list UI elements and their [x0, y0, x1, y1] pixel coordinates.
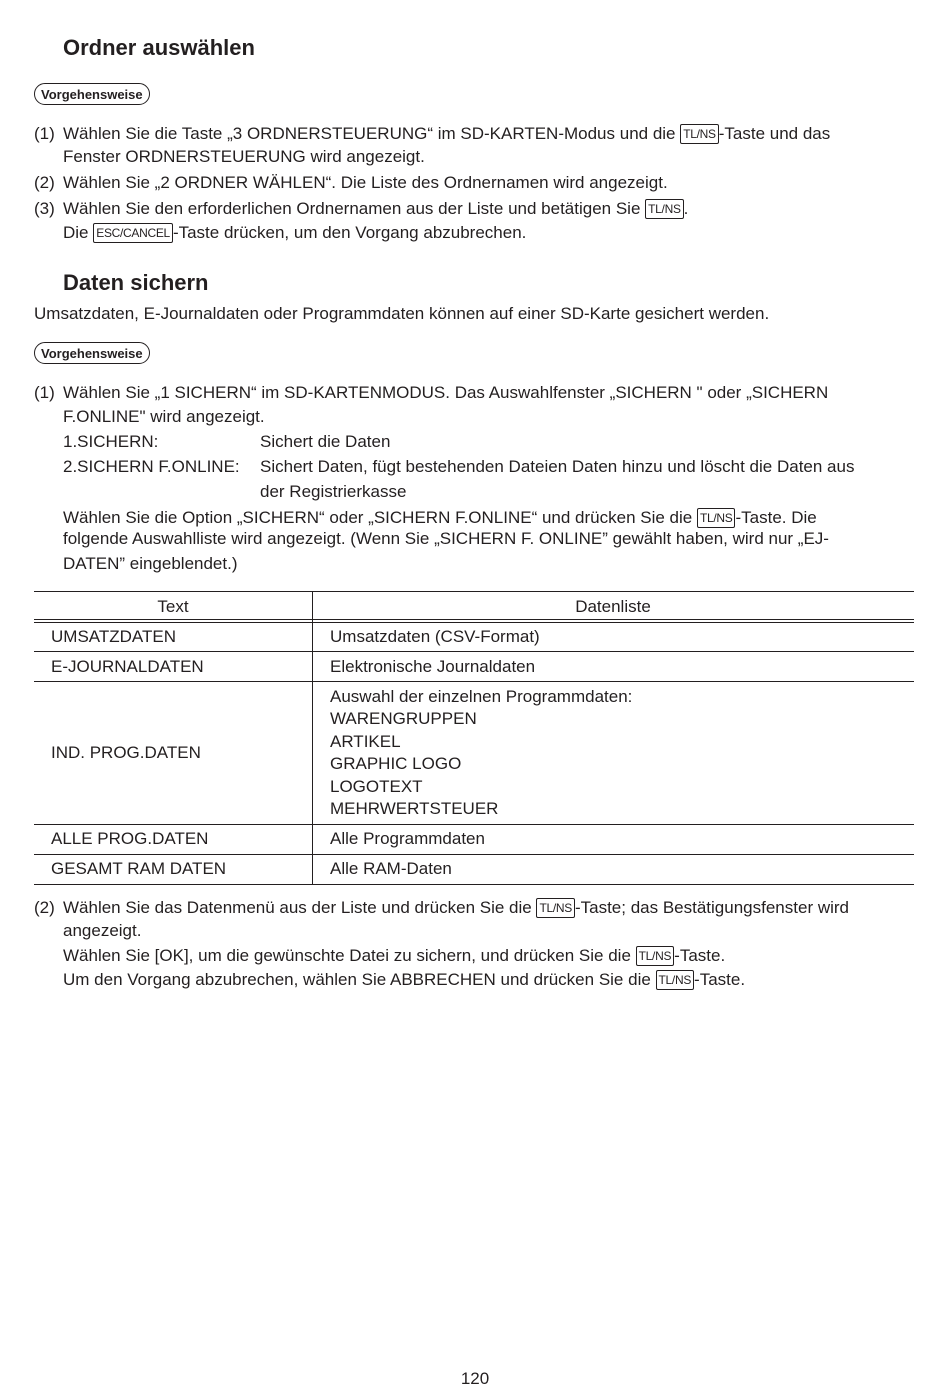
step-number: (3) — [34, 199, 55, 218]
table-column-divider — [312, 591, 313, 885]
procedure-badge: Vorgehensweise — [34, 83, 150, 105]
step-text: folgende Auswahlliste wird angezeigt. (Wenn Sie „SICHERN F. ONLINE” gewählt haben, wird nur „EJ- — [63, 529, 829, 548]
tlns-key-icon: TL/NS — [636, 946, 675, 966]
section-title-daten-sichern: Daten sichern — [63, 270, 209, 295]
step-number: (1) — [34, 124, 55, 143]
step-text — [63, 123, 830, 144]
step-text: DATEN” eingeblendet.) — [63, 554, 238, 573]
step-text-part: -Taste. — [674, 946, 726, 965]
step-text — [63, 897, 849, 918]
table-cell-list: MEHRWERTSTEUER — [330, 799, 499, 818]
procedure-badge: Vorgehensweise — [34, 342, 150, 364]
table-cell-list: Elektronische Journaldaten — [330, 657, 536, 676]
table-cell-list: LOGOTEXT — [330, 777, 423, 796]
step-text — [63, 198, 688, 219]
table-cell-list: GRAPHIC LOGO — [330, 754, 462, 773]
tlns-key-icon: TL/NS — [536, 898, 575, 918]
tlns-key-icon: TL/NS — [680, 124, 719, 144]
table-header-text: Text — [157, 597, 189, 616]
option-description: der Registrierkasse — [260, 482, 407, 501]
table-row-rule — [34, 651, 914, 652]
table-header-datenliste: Datenliste — [575, 597, 651, 616]
step-text: F.ONLINE" wird angezeigt. — [63, 407, 265, 426]
step-number: (2) — [34, 898, 55, 917]
step-text — [63, 222, 526, 243]
table-cell-list: WARENGRUPPEN — [330, 709, 477, 728]
step-text: Wählen Sie „2 ORDNER WÄHLEN“. Die Liste des Ordnernamen wird angezeigt. — [63, 173, 668, 192]
table-cell-text: ALLE PROG.DATEN — [51, 829, 209, 848]
step-text — [63, 507, 817, 528]
step-text: Wählen Sie „1 SICHERN“ im SD-KARTENMODUS. Das Auswahlfenster „SICHERN " oder „SICHERN — [63, 383, 829, 402]
step-text-part: -Taste und das — [718, 124, 831, 143]
table-border — [34, 884, 914, 885]
table-cell-text: E-JOURNALDATEN — [51, 657, 204, 676]
table-row-rule — [34, 854, 914, 855]
esc-cancel-key-icon: ESC/CANCEL — [93, 223, 173, 243]
step-text-part: Wählen Sie die Option „SICHERN“ oder „SICHERN F.ONLINE“ und drücken Sie die — [63, 508, 697, 527]
step-text-part: -Taste; das Bestätigungsfenster wird — [574, 898, 849, 917]
step-text-part: Wählen Sie das Datenmenü aus der Liste und drücken Sie die — [63, 898, 537, 917]
step-text: Fenster ORDNERSTEUERUNG wird angezeigt. — [63, 147, 425, 166]
step-text-part: -Taste. Die — [735, 508, 817, 527]
step-number: (1) — [34, 383, 55, 402]
step-text-part: -Taste drücken, um den Vorgang abzubrechen. — [172, 223, 527, 242]
step-text-part: Wählen Sie den erforderlichen Ordnernamen aus der Liste und betätigen Sie — [63, 199, 646, 218]
page-number: 120 — [460, 1369, 490, 1388]
step-text-part: Wählen Sie die Taste „3 ORDNERSTEUERUNG“ im SD-KARTEN-Modus und die — [63, 124, 681, 143]
option-label: 1.SICHERN: — [63, 432, 159, 451]
tlns-key-icon: TL/NS — [656, 970, 695, 990]
table-cell-list: Auswahl der einzelnen Programmdaten: — [330, 687, 633, 706]
step-text — [63, 969, 745, 990]
step-text — [63, 945, 725, 966]
option-description: Sichert Daten, fügt bestehenden Dateien Daten hinzu und löscht die Daten aus — [260, 457, 855, 476]
table-cell-list: ARTIKEL — [330, 732, 401, 751]
table-cell-text: IND. PROG.DATEN — [51, 743, 201, 762]
table-cell-list: Umsatzdaten (CSV-Format) — [330, 627, 540, 646]
table-row-rule — [34, 681, 914, 682]
section-title-ordner: Ordner auswählen — [63, 35, 255, 60]
section-intro: Umsatzdaten, E-Journaldaten oder Programmdaten können auf einer SD-Karte gesichert werden. — [34, 304, 770, 323]
step-number: (2) — [34, 173, 55, 192]
option-description: Sichert die Daten — [260, 432, 391, 451]
table-cell-list: Alle RAM-Daten — [330, 859, 452, 878]
step-text-part: Die — [63, 223, 94, 242]
table-cell-text: GESAMT RAM DATEN — [51, 859, 227, 878]
step-text-part: -Taste. — [694, 970, 746, 989]
option-label: 2.SICHERN F.ONLINE: — [63, 457, 240, 476]
step-text-part: Um den Vorgang abzubrechen, wählen Sie ABBRECHEN und drücken Sie die — [63, 970, 656, 989]
step-text: angezeigt. — [63, 921, 142, 940]
table-border — [34, 591, 914, 592]
table-header-rule — [34, 619, 914, 623]
step-text-part: . — [683, 199, 689, 218]
tlns-key-icon: TL/NS — [697, 508, 736, 528]
step-text-part: Wählen Sie [OK], um die gewünschte Datei zu sichern, und drücken Sie die — [63, 946, 636, 965]
table-cell-text: UMSATZDATEN — [51, 627, 176, 646]
tlns-key-icon: TL/NS — [645, 199, 684, 219]
table-cell-list: Alle Programmdaten — [330, 829, 485, 848]
table-row-rule — [34, 824, 914, 825]
